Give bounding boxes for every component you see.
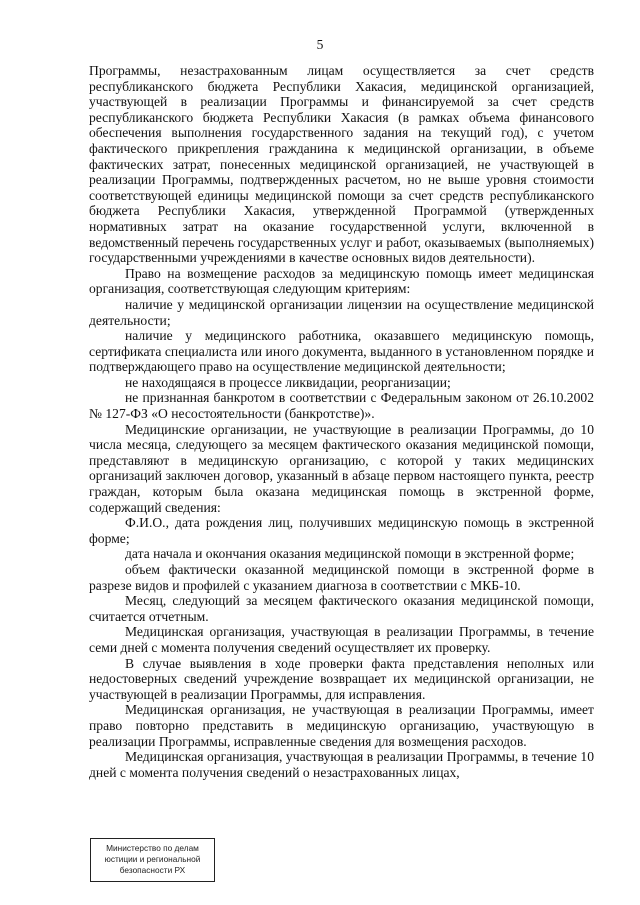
paragraph-6: не признанная банкротом в соответствии с Федеральным законом от 26.10.2002 № 127-ФЗ «О несостоятельности (банкротстве)».	[89, 390, 594, 422]
stamp-line-3: безопасности РХ	[119, 865, 186, 875]
paragraph-7: Медицинские организации, не участвующие в реализации Программы, до 10 числа месяца, следующего за месяцем фактического оказания медицинской помощи, представляют в медицинскую организацию, с которой у таких медицинских организаций заключен договор, указанный в абзаце первом настоящего пункта, реестр граждан, которым была оказана медицинская помощь в экстренной форме, содержащий сведения:	[89, 421, 594, 515]
paragraph-1: Программы, незастрахованным лицам осуществляется за счет средств республиканского бюджета Республики Хакасия, медицинской организацией, участвующей в реализации Программы и финансируемой за счет средств республиканского бюджета Республики Хакасия (в рамках объема финансового обеспечения выполнения государственного задания на текущий год), с учетом фактического прикрепления гражданина к медицинской организации, в объеме фактических затрат, понесенных медицинской организацией, не участвующей в реализации Программы, подтвержденных расчетом, но не выше уровня стоимости соответствующей единицы медицинской помощи за счет средств республиканского бюджета Республики Хакасия, утвержденной Программой (утвержденных нормативных затрат на оказание государственной услуги, включенной в ведомственный перечень государственных услуг и работ, оказываемых (выполняемых) государственными учреждениями в качестве основных видов деятельности).	[89, 63, 594, 266]
paragraph-14: Медицинская организация, не участвующая в реализации Программы, имеет право повторно представить в медицинскую организацию, участвующую в реализации Программы, исправленные сведения для возмещения расходов.	[89, 702, 594, 749]
document-body	[89, 63, 594, 780]
paragraph-15: Медицинская организация, участвующая в реализации Программы, в течение 10 дней с момента получения сведений о незастрахованных лицах,	[89, 749, 594, 780]
paragraph-11: Месяц, следующий за месяцем фактического оказания медицинской помощи, считается отчетным.	[89, 593, 594, 624]
paragraph-8: Ф.И.О., дата рождения лиц, получивших медицинскую помощь в экстренной форме;	[89, 515, 594, 546]
paragraph-9: дата начала и окончания оказания медицинской помощи в экстренной форме;	[125, 546, 575, 562]
paragraph-12: Медицинская организация, участвующая в реализации Программы, в течение семи дней с момента получения сведений осуществляет их проверку.	[89, 624, 594, 655]
paragraph-2: Право на возмещение расходов за медицинскую помощь имеет медицинская организация, соответствующая следующим критериям:	[89, 265, 594, 297]
stamp-line-2: юстиции и региональной	[104, 854, 201, 864]
paragraph-4: наличие у медицинского работника, оказавшего медицинскую помощь, сертификата специалиста или иного документа, выданного в установленном порядке и подтверждающего право на осуществление медицинской деятельности;	[89, 328, 594, 375]
page-number: 5	[316, 37, 324, 52]
paragraph-10: объем фактически оказанной медицинской помощи в экстренной форме в разрезе видов и профилей с указанием диагноза в соответствии с МКБ-10.	[89, 562, 594, 593]
ministry-stamp	[90, 838, 215, 882]
stamp-line-1: Министерство по делам	[106, 843, 199, 853]
paragraph-3: наличие у медицинской организации лицензии на осуществление медицинской деятельности;	[89, 296, 594, 328]
paragraph-13: В случае выявления в ходе проверки факта представления неполных или недостоверных сведений учреждение возвращает их медицинской организации, не участвующей в реализации Программы, для исправления.	[89, 655, 594, 702]
paragraph-5: не находящаяся в процессе ликвидации, реорганизации;	[125, 374, 451, 390]
